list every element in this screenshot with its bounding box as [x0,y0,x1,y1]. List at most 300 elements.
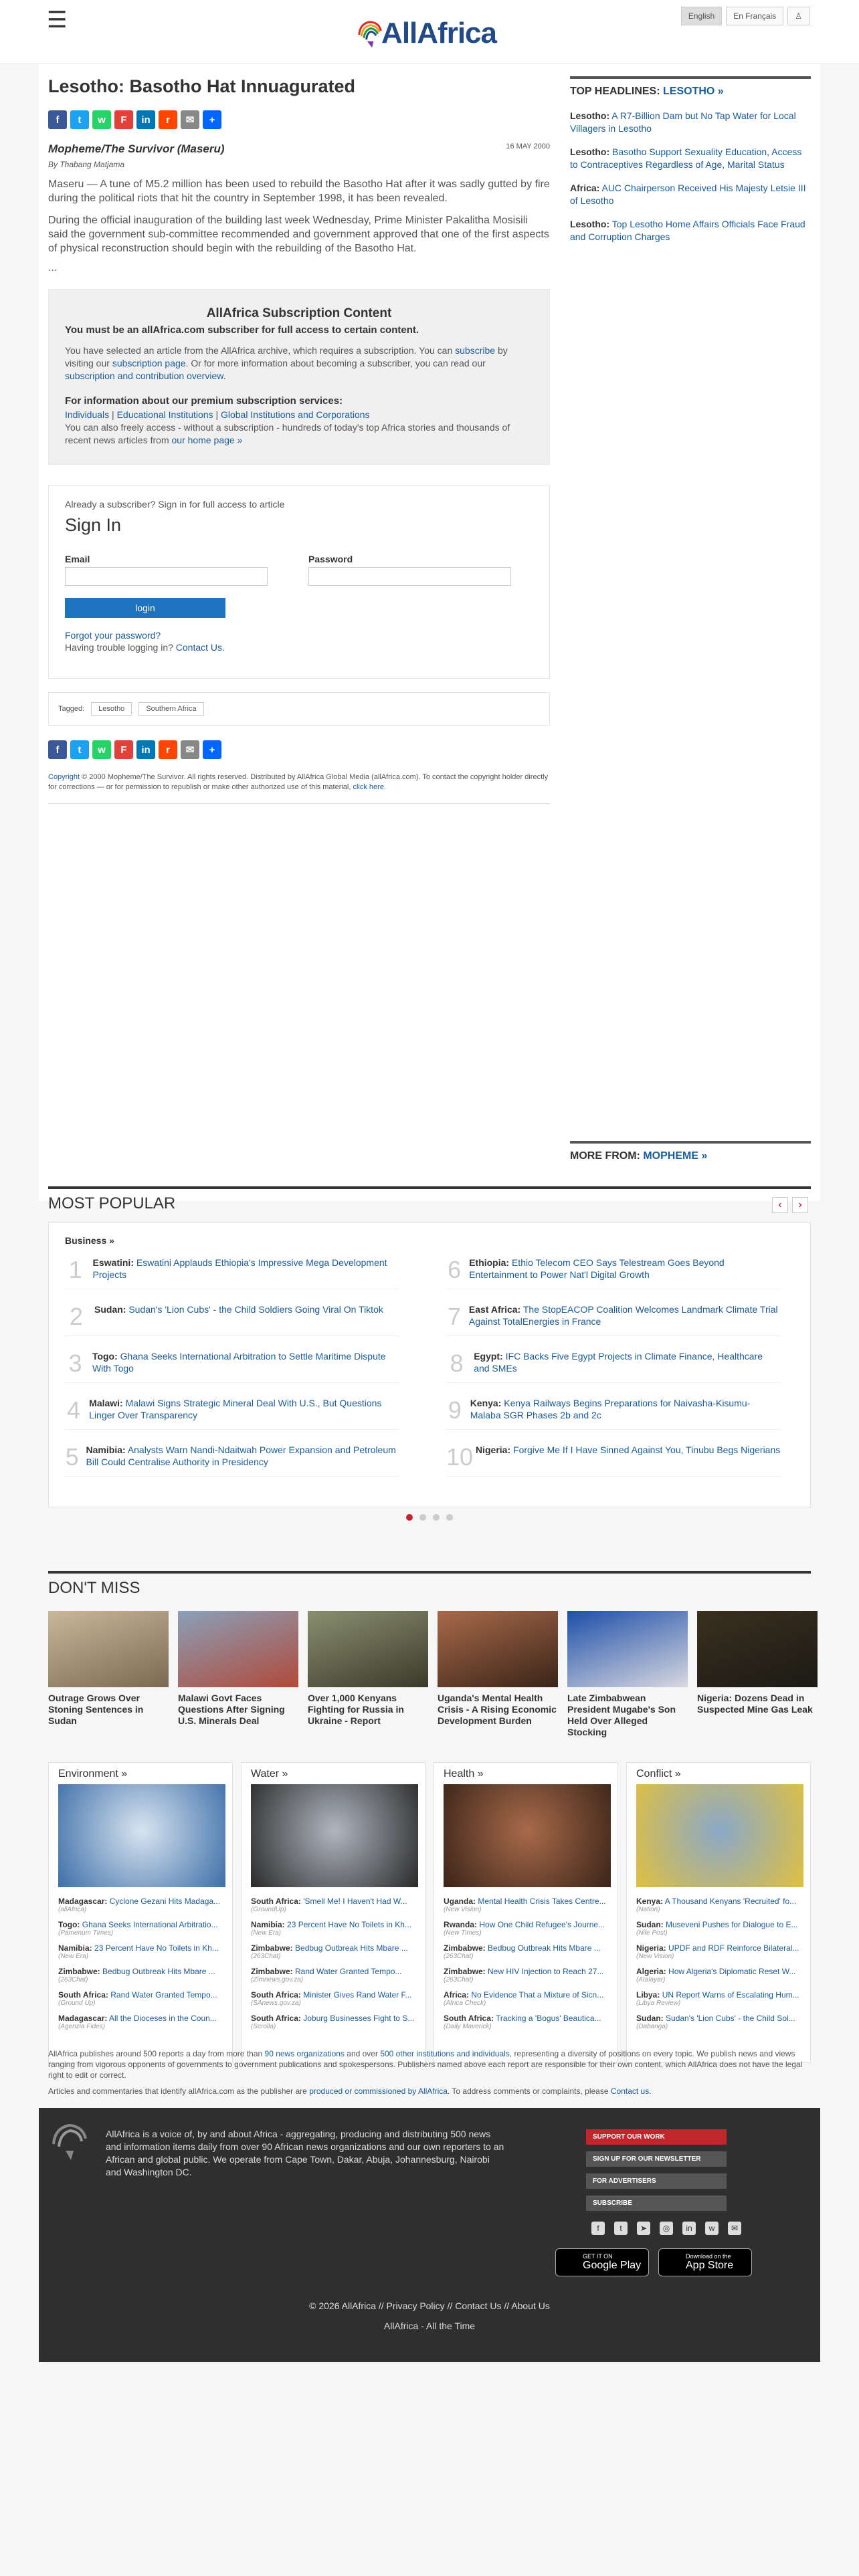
popular-rank: 3 [68,1350,82,1377]
category-item-country: Algeria: [636,1967,666,1976]
headline-item[interactable] [570,146,811,171]
free-text: You can also freely access - without a subscription - hundreds of today's top Africa stories and thousands of recent news articles from [65,422,510,445]
popular-country: Togo: [92,1351,118,1362]
category-item[interactable] [636,1897,801,1913]
popular-text[interactable] [86,1444,399,1471]
popular-text[interactable] [476,1444,780,1471]
notice-paragraph-2: Articles and commentaries that identify allAfrica.com as the publisher are produced or commissioned by AllAfrica. To address comments or complaints, please Contact us. [48,2086,652,2096]
popular-item[interactable] [446,1350,781,1383]
dont-miss-caption[interactable]: Outrage Grows Over Stoning Sentences in Sudan [48,1693,144,1726]
popular-country: Kenya: [470,1398,502,1408]
notice-text: . To address comments or complaints, please [447,2086,609,2096]
category-item-country: South Africa: [444,2014,494,2023]
popular-country: Egypt: [474,1351,503,1362]
category-item[interactable] [58,1897,223,1913]
carousel-dot[interactable] [433,1514,440,1521]
carousel-arrows [772,1197,808,1213]
article-title: Lesotho: Basotho Hat Innuagurated [48,76,355,96]
headline-text[interactable]: Top Lesotho Home Affairs Officials Face Fraud and Corruption Charges [570,219,805,242]
category-image[interactable] [444,1784,611,1887]
category-item-text[interactable]: 'Smell Me! I Haven't Had W... [303,1897,407,1906]
category-item[interactable] [636,1990,801,2007]
headlines-list [570,110,811,243]
subscription-overview-link[interactable]: subscription and contribution overview [65,370,223,381]
popular-rank: 5 [65,1443,79,1471]
popular-category[interactable]: Business » [65,1235,114,1246]
popular-text[interactable] [469,1257,781,1283]
popular-headline[interactable]: Sudan's 'Lion Cubs' - the Child Soldiers Going Viral On Tiktok [128,1304,383,1315]
sign-in-title: Sign In [65,515,122,535]
category-item-country: Zimbabwe: [251,1967,293,1976]
category-item[interactable] [251,1990,415,2007]
popular-rank: 10 [446,1443,474,1471]
popular-item[interactable] [446,1397,781,1430]
facebook-share-icon[interactable]: f [48,110,67,129]
footer-buttons [586,2129,727,2218]
popular-item[interactable] [446,1257,781,1289]
footer-logo-icon [50,2121,90,2165]
dont-miss-image[interactable] [308,1611,428,1687]
subscription-text: You have selected an article from the AllAfrica archive, which requires a subscription. You can subscribe by visiting our subscription page. Or for more information about becoming a subscriber, you can read our subscription and contribution overview. [65,345,508,381]
footer-tagline: AllAfrica - All the Time [383,2321,476,2331]
carousel-dot[interactable] [419,1514,426,1521]
popular-headline[interactable]: Analysts Warn Nandi-Ndaitwah Power Expansion and Petroleum Bill Could Centralise Authority in Presidency [86,1444,396,1467]
dont-miss-section [48,1571,811,2063]
popular-rank: 9 [448,1396,462,1424]
category-item-text[interactable]: Rand Water Granted Tempo... [295,1967,402,1976]
category-item-text[interactable]: Minister Gives Rand Water F... [303,1990,412,2000]
free-access-text [65,421,533,447]
category-item[interactable] [251,1967,415,1983]
category-image[interactable] [58,1784,225,1887]
popular-item[interactable] [65,1444,399,1477]
popular-country: Sudan: [94,1304,126,1315]
twitter-icon[interactable]: t [614,2222,628,2235]
newsletter-button[interactable]: SIGN UP FOR OUR NEWSLETTER [586,2151,727,2167]
instagram-icon[interactable]: ◎ [660,2222,673,2235]
lang-english-button[interactable]: English [681,7,722,25]
more-from-label: MORE FROM: [570,1150,640,1162]
copyright-link[interactable]: Copyright [48,773,80,781]
sub-text-3: . Or for more information about becoming a subscriber, you can read our [185,358,486,368]
popular-rank: 6 [448,1256,462,1283]
category-item-source: (Zimnews.gov.za) [251,1976,304,1983]
contact-us-link[interactable]: Contact Us. [175,642,225,653]
popular-item[interactable] [446,1303,781,1336]
popular-text[interactable] [92,1350,399,1377]
category-item-text[interactable]: Cyclone Gezani Hits Madaga... [109,1897,221,1906]
subscribe-link[interactable]: subscribe [455,345,496,356]
category-item[interactable] [251,1897,415,1913]
carousel-dot[interactable] [446,1514,453,1521]
reddit-share-icon[interactable]: r [159,740,177,759]
category-box [626,1762,811,2063]
notice-text: , representing a diversity of positions on every topic. We publish news and views ranging from vigorous opponents of governments to government publications and spokespersons. Publishers named above each report are responsible for their own content, which AllAfrica does not have the legal right to edit or correct. [48,2049,803,2080]
chevron-right-icon[interactable]: › [792,1197,808,1213]
category-item[interactable] [444,1897,608,1913]
chevron-left-icon[interactable]: ‹ [772,1197,788,1213]
article-date: 16 MAY 2000 [506,142,550,150]
app-store-badge[interactable] [658,2248,752,2276]
category-item-source: (Nile Post) [636,1929,668,1937]
article-paragraph-1: Maseru — A tune of M5.2 million has been used to rebuild the Basotho Hat after it was sadly gutted by fire during the political riots that hit the country in September 1998, it has been revealed. [48,179,550,204]
sign-in-box [48,485,550,679]
category-item[interactable] [444,2014,608,2030]
copyright-text: © 2000 Mopheme/The Survivor. All rights reserved. Distributed by AllAfrica Global Media (allAfrica.com). To contact the copyright holder directly for corrections — or for permission to republish or make other authorized use of this material, [48,773,549,791]
already-subscriber-text: Already a subscriber? Sign in for full access to article [65,499,285,510]
popular-country: Nigeria: [476,1444,511,1455]
category-title[interactable]: Environment » [58,1768,128,1780]
article-ellipsis: ... [48,262,58,274]
dont-miss-card[interactable] [48,1611,169,1738]
popular-text[interactable] [470,1397,781,1424]
category-item[interactable] [444,1967,608,1983]
category-item[interactable] [58,2014,223,2030]
popular-rank: 8 [450,1350,464,1377]
dont-miss-caption[interactable]: Nigeria: Dozens Dead in Suspected Mine Gas Leak [697,1693,813,1715]
twitter-share-icon[interactable]: t [70,740,89,759]
popular-headline[interactable]: Ethio Telecom CEO Says Telestream Goes Beyond Entertainment to Power Nat'l Digital Growth [469,1257,725,1280]
category-item[interactable] [444,1943,608,1960]
category-item[interactable] [251,2014,415,2030]
home-page-link[interactable]: our home page » [171,435,243,445]
dont-miss-image[interactable] [697,1611,818,1687]
category-item-text[interactable]: Ghana Seeks International Arbitratio... [82,1920,218,1929]
headline-text[interactable]: AUC Chairperson Received His Majesty Letsie III of Lesotho [570,183,806,206]
popular-item[interactable] [65,1257,399,1289]
dont-miss-card[interactable] [438,1611,558,1738]
copyright-notice [48,772,550,804]
category-title[interactable]: Conflict » [636,1768,681,1780]
popular-text[interactable] [474,1350,781,1377]
footer-links[interactable]: © 2026 AllAfrica // Privacy Policy // Contact Us // About Us [309,2300,550,2311]
headline-country: Lesotho: [570,219,610,229]
hamburger-menu-icon[interactable]: ☰ [47,7,68,33]
category-item-source: (New Vision) [444,1906,482,1913]
category-item[interactable] [58,1967,223,1983]
popular-item[interactable] [65,1303,399,1336]
email-share-icon[interactable]: ✉ [181,740,199,759]
publisher-notice [48,2048,811,2097]
tagged-label: Tagged: [58,705,85,713]
category-item-text[interactable]: Mental Health Crisis Takes Centre... [478,1897,606,1906]
category-item[interactable] [58,1920,223,1937]
carousel-dots [48,1514,811,1521]
popular-rank: 1 [68,1256,82,1283]
carousel-dot[interactable] [406,1514,413,1521]
category-item-text[interactable]: Sudan's 'Lion Cubs' - the Child Sol... [666,2014,795,2023]
popular-rank: 2 [69,1303,84,1330]
category-item-text[interactable]: UPDF and RDF Reinforce Bilateral... [668,1943,799,1953]
category-item-country: Zimbabwe: [58,1967,100,1976]
category-item-text[interactable]: No Evidence That a Mixture of Sicn... [471,1990,604,2000]
email-label: Email [65,554,90,564]
most-popular-title: MOST POPULAR [48,1186,811,1213]
subscribe-button[interactable]: SUBSCRIBE [586,2195,727,2211]
category-item-source: (New Vision) [636,1953,674,1960]
tags-bar [48,692,550,726]
tag-southern-africa[interactable]: Southern Africa [138,702,203,716]
email-input[interactable] [65,567,268,586]
dont-miss-cards [48,1611,811,1738]
dont-miss-caption[interactable]: Malawi Govt Faces Questions After Signing U.S. Minerals Deal [178,1693,285,1726]
category-item-source: (Dabanga) [636,2023,668,2030]
user-icon[interactable]: ♙ [787,7,809,25]
popular-headline[interactable]: Forgive Me If I Have Sinned Against You, Tinubu Begs Nigerians [513,1444,781,1455]
category-item-text[interactable]: UN Report Warns of Escalating Hum... [662,1990,799,2000]
category-item-country: Kenya: [636,1897,664,1906]
allafrica-logo[interactable] [356,7,496,60]
category-item-source: (263Chat) [58,1976,88,1983]
category-item-text[interactable]: Bedbug Outbreak Hits Mbare ... [295,1943,408,1953]
category-item-country: Uganda: [444,1897,476,1906]
news-orgs-link[interactable]: 90 news organizations [264,2049,345,2058]
language-switcher [681,7,809,25]
google-play-badge[interactable] [555,2248,649,2276]
category-item-text[interactable]: New HIV Injection to Reach 27... [488,1967,604,1976]
headline-item[interactable] [570,218,811,243]
headline-text[interactable]: Basotho Support Sexuality Education, Access to Contraceptives Regardless of Age, Marital Status [570,146,802,170]
notice-text: AllAfrica publishes around 500 reports a day from more than [48,2049,263,2058]
dont-miss-image[interactable] [178,1611,298,1687]
popular-headline[interactable]: Kenya Railways Begins Preparations for Naivasha-Kisumu-Malaba SGR Phases 2b and 2c [470,1398,751,1420]
login-button[interactable]: login [65,598,225,618]
linkedin-icon[interactable]: in [682,2222,696,2235]
category-item-country: Sudan: [636,2014,664,2023]
category-item[interactable] [636,1943,801,1960]
lang-french-button[interactable]: En Français [726,7,783,25]
article-body [48,177,550,255]
sub-text-2: by visiting our [65,345,508,368]
dont-miss-card[interactable] [178,1611,298,1738]
notice-text: Articles and commentaries that identify allAfrica.com as the publisher are [48,2086,307,2096]
category-item-source: (Ground Up) [58,2000,96,2007]
headline-item[interactable] [570,182,811,207]
share-bar-bottom [48,740,550,759]
category-item-text[interactable]: All the Dioceses in the Coun... [109,2014,217,2023]
category-item-source: (Libya Review) [636,2000,681,2007]
dont-miss-caption[interactable]: Over 1,000 Kenyans Fighting for Russia in Ukraine - Report [308,1693,404,1726]
flipboard-share-icon[interactable]: F [114,110,133,129]
popular-rank: 7 [447,1303,461,1330]
facebook-icon[interactable]: f [591,2222,605,2235]
headline-item[interactable] [570,110,811,135]
dont-miss-title: DON'T MISS [48,1571,811,1598]
category-item-country: Sudan: [636,1920,664,1929]
category-item-country: South Africa: [58,1990,108,2000]
category-item[interactable] [58,1943,223,1960]
telegram-icon[interactable]: ➤ [637,2222,650,2235]
popular-text[interactable] [89,1397,399,1424]
category-item-text[interactable]: How Algeria's Diplomatic Reset W... [668,1967,796,1976]
popular-headline[interactable]: The StopEACOP Coalition Welcomes Landmark Climate Trial Against TotalEnergies in France [468,1304,778,1327]
premium-links: Individuals | Educational Institutions | Global Institutions and Corporations [65,409,370,420]
most-popular-section [48,1186,811,1521]
category-title[interactable]: Water » [251,1768,288,1780]
gplay-text: Google Play [583,2260,642,2271]
whatsapp-share-icon[interactable]: w [92,110,111,129]
article-source[interactable]: Mopheme/The Survivor (Maseru) [48,142,225,155]
popular-country: Namibia: [86,1444,126,1455]
category-item-source: (Scrolla) [251,2023,276,2030]
category-item-source: (Atalayar) [636,1976,666,1983]
password-input[interactable] [308,567,511,586]
whatsapp-share-icon[interactable]: w [92,740,111,759]
popular-item[interactable] [65,1350,399,1383]
appstore-text: App Store [686,2260,734,2271]
category-item-source: (Africa Check) [444,2000,486,2007]
more-from-heading [570,1141,811,1162]
popular-headline[interactable]: Ghana Seeks International Arbitration to Settle Maritime Dispute With Togo [92,1351,386,1374]
gplay-small-text: GET IT ON [583,2253,613,2260]
category-item-text[interactable]: 23 Percent Have No Toilets in Kh... [287,1920,411,1929]
popular-headline[interactable]: Malawi Signs Strategic Mineral Deal With U.S., But Questions Linger Over Transparency [89,1398,382,1420]
category-item-country: Nigeria: [636,1943,666,1953]
category-item-source: (New Times) [444,1929,482,1937]
flipboard-share-icon[interactable]: F [114,740,133,759]
notice-text: and over [347,2049,378,2058]
category-image[interactable] [636,1784,803,1887]
notice-paragraph-1 [48,2048,811,2080]
forgot-password-link[interactable]: Forgot your password? [65,630,161,641]
category-item-text[interactable]: 23 Percent Have No Toilets in Kh... [94,1943,219,1953]
popular-headline[interactable]: IFC Backs Five Egypt Projects in Climate Finance, Healthcare and SMEs [474,1351,763,1374]
category-item-text[interactable]: Bedbug Outbreak Hits Mbare ... [102,1967,215,1976]
dont-miss-caption[interactable]: Late Zimbabwean President Mugabe's Son Held Over Alleged Stocking [567,1693,676,1737]
category-item-text[interactable]: A Thousand Kenyans 'Recruited' fo... [664,1897,797,1906]
linkedin-share-icon[interactable]: in [136,110,155,129]
popular-text[interactable] [94,1303,383,1330]
category-boxes [48,1762,811,2063]
top-headlines-heading [570,76,811,98]
subscription-page-link[interactable]: subscription page [112,358,186,368]
category-item-source: (SAnews.gov.za) [251,2000,301,2007]
contact-link[interactable]: Contact us [610,2086,650,2096]
article-byline: By Thabang Matjama [48,160,125,169]
popular-text[interactable] [469,1303,781,1330]
popular-item[interactable] [65,1397,399,1430]
commissioned-link[interactable]: produced or commissioned by AllAfrica [309,2086,448,2096]
appstore-small-text: Download on the [686,2253,731,2260]
dont-miss-card[interactable] [308,1611,428,1738]
category-image[interactable] [251,1784,418,1887]
category-item-text[interactable]: How One Child Refugee's Journe... [479,1920,605,1929]
category-box [241,1762,425,2063]
institutions-link[interactable]: 500 other institutions and individuals [380,2049,510,2058]
share-bar-top [48,110,550,129]
popular-rank: 4 [67,1396,81,1424]
click-here-link[interactable]: click here. [353,783,387,791]
popular-text[interactable] [93,1257,399,1283]
more-from-mopheme-link[interactable]: MOPHEME » [643,1150,708,1162]
email-share-icon[interactable]: ✉ [181,110,199,129]
category-item-text[interactable]: Rand Water Granted Tempo... [110,1990,217,2000]
category-item[interactable] [444,1920,608,1937]
category-box [48,1762,233,2063]
category-item-country: South Africa: [251,1897,301,1906]
educational-link[interactable]: Educational Institutions [116,409,213,420]
category-item[interactable] [636,2014,801,2030]
support-button[interactable]: SUPPORT OUR WORK [586,2129,727,2145]
linkedin-share-icon[interactable]: in [136,740,155,759]
category-item-country: Madagascar: [58,1897,108,1906]
dont-miss-card[interactable] [697,1611,818,1738]
logo-map-icon [356,9,384,59]
category-item-country: Zimbabwe: [444,1967,486,1976]
dont-miss-image[interactable] [438,1611,558,1687]
category-item-country: Africa: [444,1990,470,2000]
site-footer [39,2108,820,2362]
dont-miss-card[interactable] [567,1611,688,1738]
source-row [48,142,550,156]
subscription-title: AllAfrica Subscription Content [206,306,392,320]
advertisers-button[interactable]: FOR ADVERTISERS [586,2173,727,2189]
category-item-text[interactable]: Tracking a 'Bogus' Beautica... [496,2014,601,2023]
category-title[interactable]: Health » [444,1768,484,1780]
more-share-icon[interactable]: + [203,110,221,129]
popular-headline[interactable]: Eswatini Applauds Ethiopia's Impressive Mega Development Projects [92,1257,387,1280]
headline-text[interactable]: A R7-Billion Dam but No Tap Water for Local Villagers in Lesotho [570,110,796,134]
sidebar [570,76,811,254]
more-share-icon[interactable]: + [203,740,221,759]
individuals-link[interactable]: Individuals [65,409,110,420]
category-item-country: Madagascar: [58,2014,108,2023]
dont-miss-caption[interactable]: Uganda's Mental Health Crisis - A Rising Economic Development Burden [438,1693,557,1726]
headline-country: Lesotho: [570,146,610,157]
category-item-source: (New Era) [58,1953,89,1960]
popular-country: Eswatini: [92,1257,134,1268]
category-item-country: Namibia: [251,1920,285,1929]
footer-about: AllAfrica is a voice of, by and about Africa - aggregating, producing and distributing 500 news and information items daily from over 90 African news organizations and our own reporters to an African and global public. We operate from Cape Town, Dakar, Abuja, Johannesburg, Nairobi and Washington DC. [106,2129,504,2177]
popular-country: Malawi: [89,1398,123,1408]
headline-country: Lesotho: [570,110,610,121]
category-item-country: Libya: [636,1990,660,2000]
headline-country: Africa: [570,183,600,193]
tag-lesotho[interactable]: Lesotho [91,702,132,716]
reddit-share-icon[interactable]: r [159,110,177,129]
popular-item[interactable] [446,1444,781,1477]
category-item[interactable] [58,1990,223,2007]
social-links [591,2222,741,2235]
facebook-share-icon[interactable]: f [48,740,67,759]
category-item[interactable] [636,1967,801,1983]
email-field-group [65,554,268,586]
category-item[interactable] [636,1920,801,1937]
category-item-country: Namibia: [58,1943,92,1953]
lesotho-headlines-link[interactable]: LESOTHO » [663,86,724,97]
email-icon[interactable]: ✉ [728,2222,741,2235]
category-item[interactable] [444,1990,608,2007]
article [48,76,550,804]
premium-info-title: For information about our premium subscription services: [65,395,343,407]
category-item[interactable] [251,1920,415,1937]
most-popular-box [48,1222,811,1507]
twitter-share-icon[interactable]: t [70,110,89,129]
dont-miss-image[interactable] [567,1611,688,1687]
category-item-text[interactable]: Joburg Businesses Fight to S... [303,2014,415,2023]
category-item-text[interactable]: Museveni Pushes for Dialogue to E... [666,1920,798,1929]
subscription-box [48,289,550,465]
category-box [434,1762,618,2063]
category-item-source: (Nation) [636,1906,660,1913]
category-item-source: (263Chat) [251,1953,281,1960]
category-item[interactable] [251,1943,415,1960]
category-item-country: South Africa: [251,2014,301,2023]
category-item-text[interactable]: Bedbug Outbreak Hits Mbare ... [488,1943,601,1953]
global-link[interactable]: Global Institutions and Corporations [220,409,370,420]
dont-miss-image[interactable] [48,1611,169,1687]
whatsapp-icon[interactable]: w [705,2222,719,2235]
